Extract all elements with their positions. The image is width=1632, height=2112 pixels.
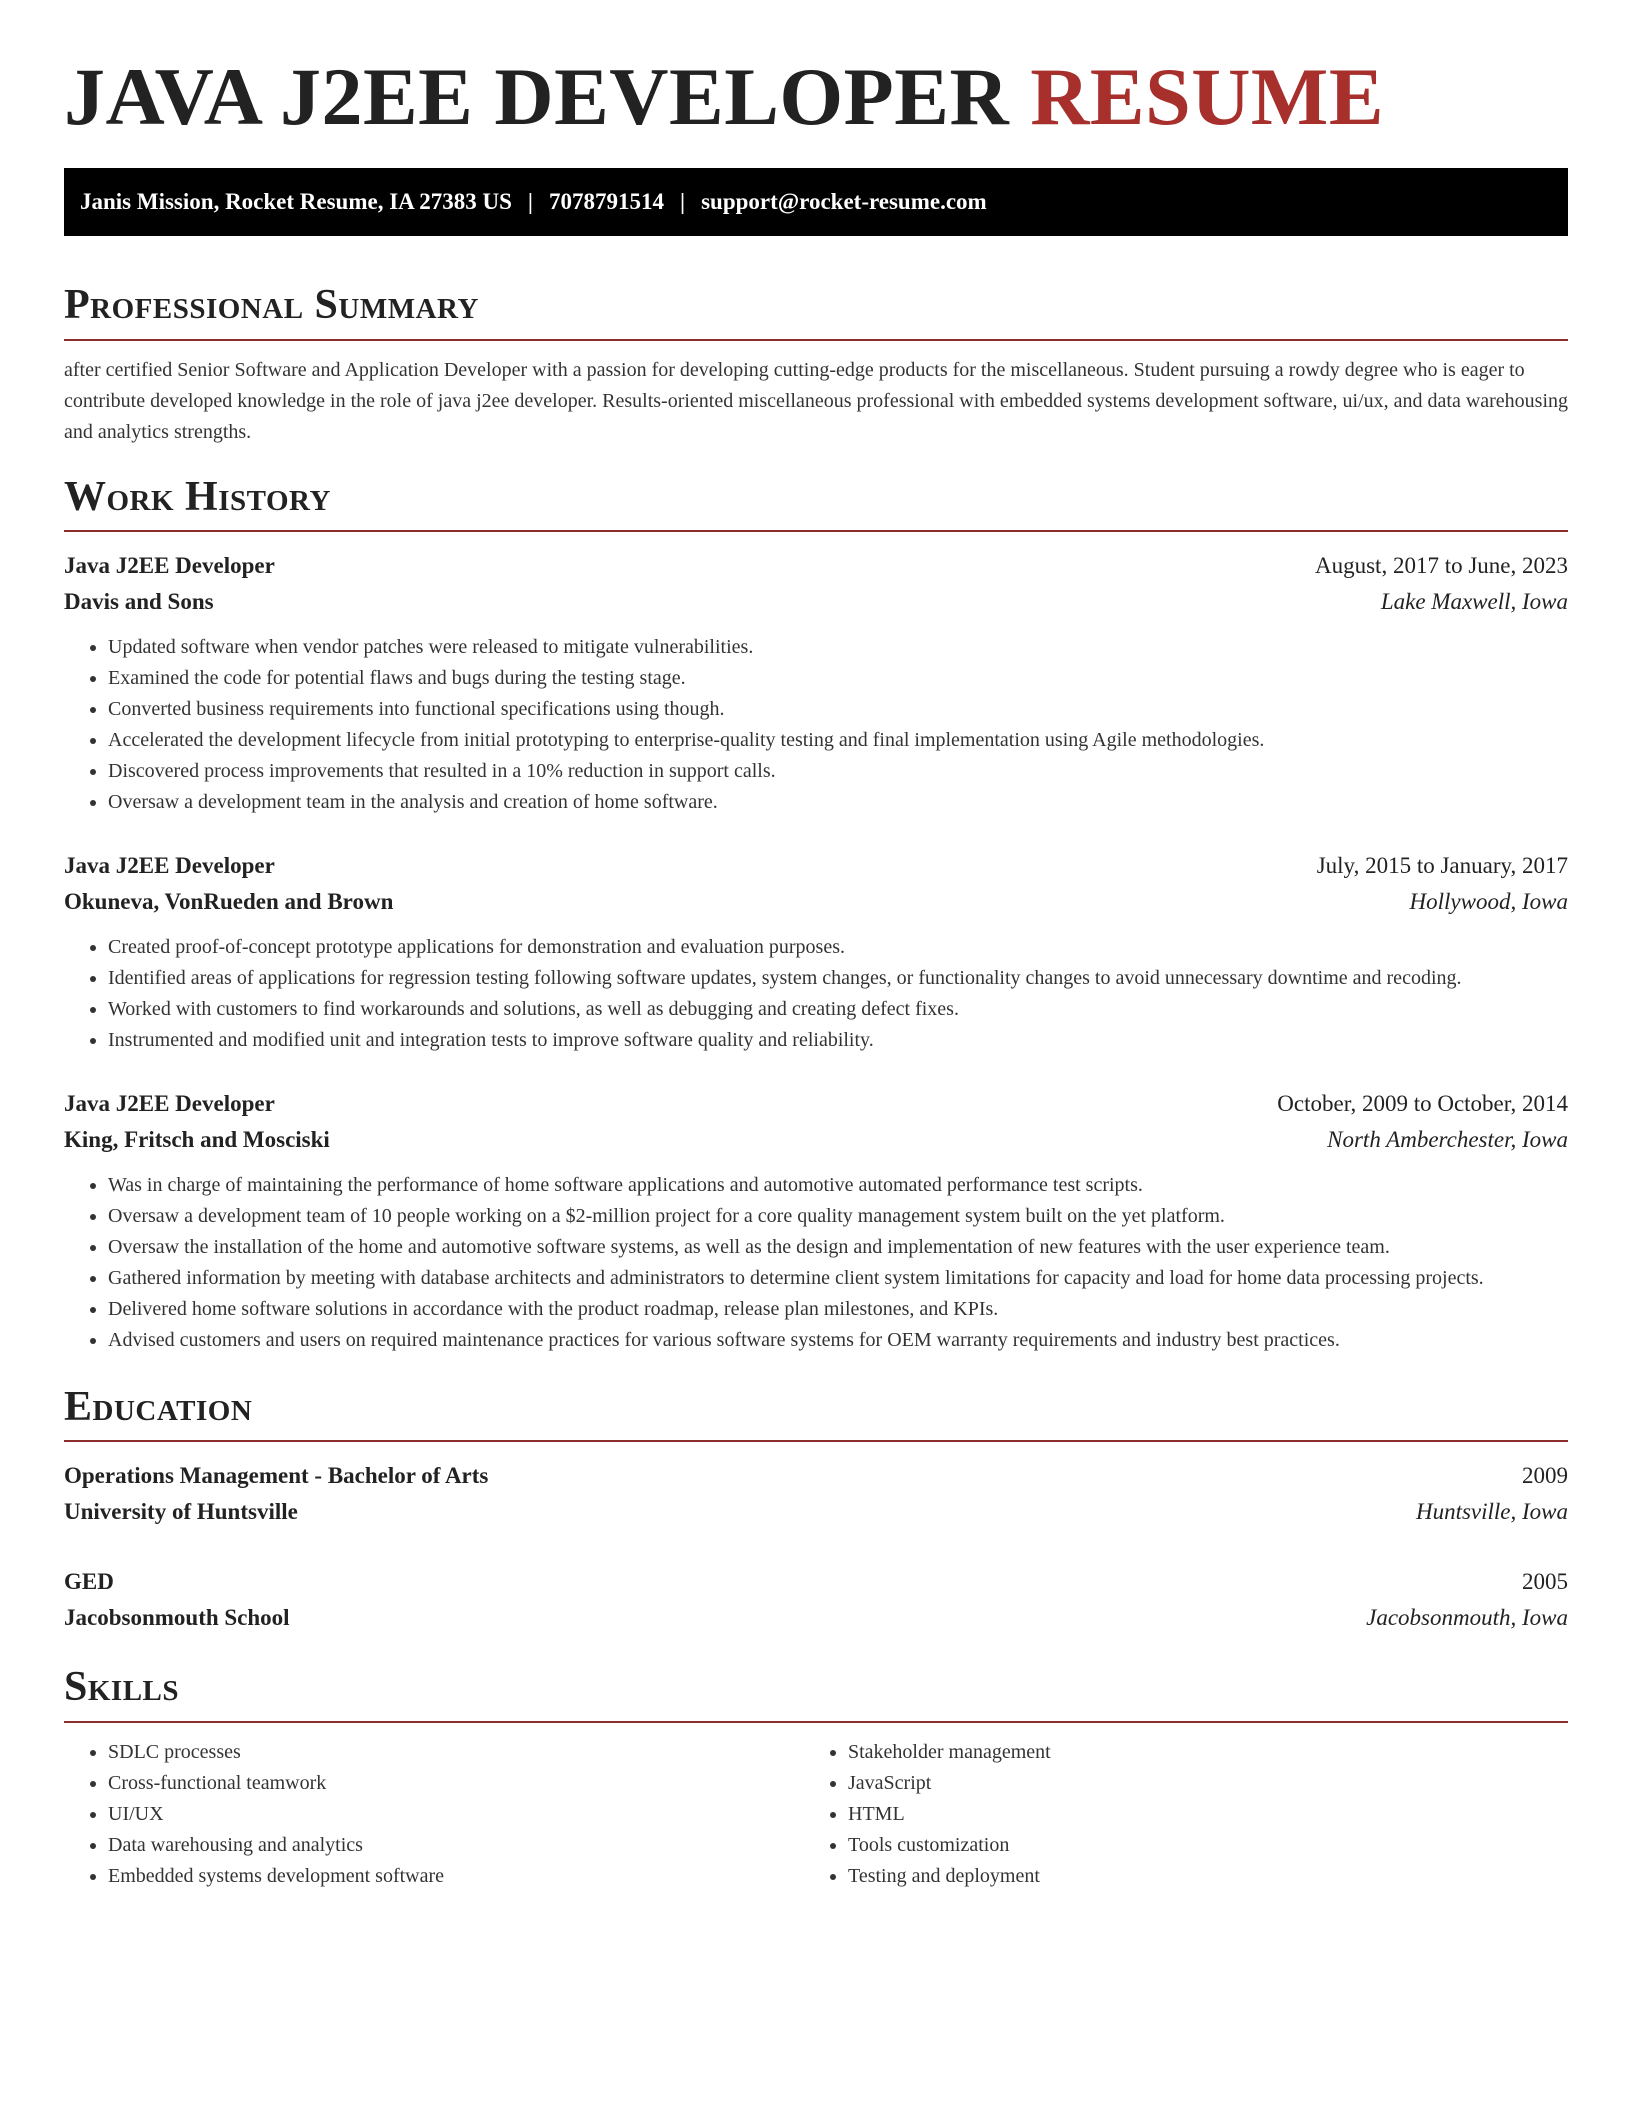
- job-title: Java J2EE Developer: [64, 552, 275, 578]
- skill-item: • HTML: [848, 1799, 1544, 1830]
- job-header-row: [64, 848, 1568, 884]
- skills-column-left: [64, 1737, 804, 1892]
- contact-separator: |: [680, 189, 686, 215]
- skill-item: • JavaScript: [848, 1768, 1544, 1799]
- job-bullet: • Examined the code for potential flaws and bugs during the testing stage.: [108, 663, 1568, 694]
- education-degree: GED: [64, 1569, 114, 1595]
- job-bullet: • Discovered process improvements that resulted in a 10% reduction in support calls.: [108, 756, 1568, 787]
- skills-column-right: [804, 1737, 1544, 1892]
- job-dates: October, 2009 to October, 2014: [1277, 1090, 1568, 1116]
- job-location: North Amberchester, Iowa: [1327, 1126, 1568, 1152]
- job-header-row: [64, 548, 1568, 584]
- job-company: King, Fritsch and Mosciski: [64, 1126, 330, 1152]
- skills-grid: [64, 1737, 1568, 1892]
- job-bullet: • Advised customers and users on required maintenance practices for various software systems for OEM warranty requirements and industry best practices.: [108, 1325, 1568, 1356]
- job-dates: July, 2015 to January, 2017: [1316, 852, 1568, 878]
- job-bullet: • Accelerated the development lifecycle from initial prototyping to enterprise-quality testing and final implementation using Agile methodologies.: [108, 725, 1568, 756]
- education-heading: Education: [64, 1382, 1568, 1442]
- job-company-row: [64, 884, 1568, 920]
- summary-text: after certified Senior Software and Application Developer with a passion for developing cutting-edge products for the miscellaneous. Student pursuing a rowdy degree who is eager to contribute developed knowledge in the role of java j2ee developer. Results-oriented miscellaneous professional with embedded systems development software, ui/ux, and data warehousing and analytics strengths.: [64, 358, 1569, 443]
- job-bullet: • Gathered information by meeting with database architects and administrators to determine client system limitations for capacity and load for home data processing projects.: [108, 1263, 1568, 1294]
- job-bullet: • Oversaw a development team in the analysis and creation of home software.: [108, 787, 1568, 818]
- job-bullets: [64, 1170, 1568, 1356]
- job-dates: August, 2017 to June, 2023: [1315, 552, 1568, 578]
- skill-item: • Embedded systems development software: [108, 1861, 804, 1892]
- education-year: 2005: [1522, 1569, 1568, 1595]
- education-location: Huntsville, Iowa: [1415, 1499, 1568, 1525]
- job-bullets: [64, 632, 1568, 818]
- contact-address: Janis Mission, Rocket Resume, IA 27383 US: [80, 189, 512, 215]
- job-bullet: • Worked with customers to find workarounds and solutions, as well as debugging and creating defect fixes.: [108, 994, 1568, 1025]
- resume-title: [64, 52, 1568, 142]
- job-location: Lake Maxwell, Iowa: [1380, 588, 1568, 614]
- job-bullet: • Oversaw a development team of 10 people working on a $2-million project for a core quality management system built on the yet platform.: [108, 1201, 1568, 1232]
- job-header-row: [64, 1086, 1568, 1122]
- contact-separator: |: [527, 189, 533, 215]
- job-entry: [64, 1086, 1568, 1356]
- education-degree-row: [64, 1458, 1568, 1494]
- skill-item: • SDLC processes: [108, 1737, 804, 1768]
- job-bullet: • Created proof-of-concept prototype applications for demonstration and evaluation purposes.: [108, 932, 1568, 963]
- education-entry: [64, 1564, 1568, 1636]
- education-school-row: [64, 1600, 1568, 1636]
- job-bullet: • Was in charge of maintaining the performance of home software applications and automotive automated performance test scripts.: [108, 1170, 1568, 1201]
- education-school-row: [64, 1494, 1568, 1530]
- job-bullet: • Updated software when vendor patches were released to mitigate vulnerabilities.: [108, 632, 1568, 663]
- contact-email: support@rocket-resume.com: [701, 189, 987, 215]
- education-degree: Operations Management - Bachelor of Arts: [64, 1463, 489, 1489]
- job-bullets: [64, 932, 1568, 1056]
- job-title: Java J2EE Developer: [64, 1090, 275, 1116]
- skill-item: • Testing and deployment: [848, 1861, 1544, 1892]
- contact-bar: [64, 168, 1568, 236]
- job-bullet: • Instrumented and modified unit and integration tests to improve software quality and reliability.: [108, 1025, 1568, 1056]
- education-location: Jacobsonmouth, Iowa: [1366, 1605, 1568, 1631]
- job-company-row: [64, 584, 1568, 620]
- job-title: Java J2EE Developer: [64, 852, 275, 878]
- skill-item: • Cross-functional teamwork: [108, 1768, 804, 1799]
- job-location: Hollywood, Iowa: [1409, 888, 1568, 914]
- education-degree-row: [64, 1564, 1568, 1600]
- title-accent: RESUME: [1030, 51, 1385, 142]
- education-entry: [64, 1458, 1568, 1530]
- education-school: University of Huntsville: [64, 1499, 298, 1525]
- skill-item: • UI/UX: [108, 1799, 804, 1830]
- job-bullet: • Delivered home software solutions in accordance with the product roadmap, release plan milestones, and KPIs.: [108, 1294, 1568, 1325]
- job-company-row: [64, 1122, 1568, 1158]
- skills-heading: Skills: [64, 1662, 1568, 1722]
- skill-item: • Data warehousing and analytics: [108, 1830, 804, 1861]
- education-school: Jacobsonmouth School: [64, 1605, 290, 1631]
- contact-phone: 7078791514: [549, 189, 664, 215]
- job-company: Okuneva, VonRueden and Brown: [64, 888, 394, 914]
- job-bullet: • Oversaw the installation of the home and automotive software systems, as well as the design and implementation of new features with the user experience team.: [108, 1232, 1568, 1263]
- job-entry: [64, 548, 1568, 818]
- skill-item: • Stakeholder management: [848, 1737, 1544, 1768]
- work-history-heading: Work History: [64, 472, 1568, 532]
- skill-item: • Tools customization: [848, 1830, 1544, 1861]
- job-company: Davis and Sons: [64, 588, 214, 614]
- title-main: JAVA J2EE DEVELOPER: [64, 51, 1010, 142]
- job-entry: [64, 848, 1568, 1056]
- summary-heading: Professional Summary: [64, 280, 1568, 340]
- education-year: 2009: [1522, 1463, 1568, 1489]
- job-bullet: • Identified areas of applications for regression testing following software updates, system changes, or functionality changes to avoid unnecessary downtime and recoding.: [108, 963, 1568, 994]
- job-bullet: • Converted business requirements into functional specifications using though.: [108, 694, 1568, 725]
